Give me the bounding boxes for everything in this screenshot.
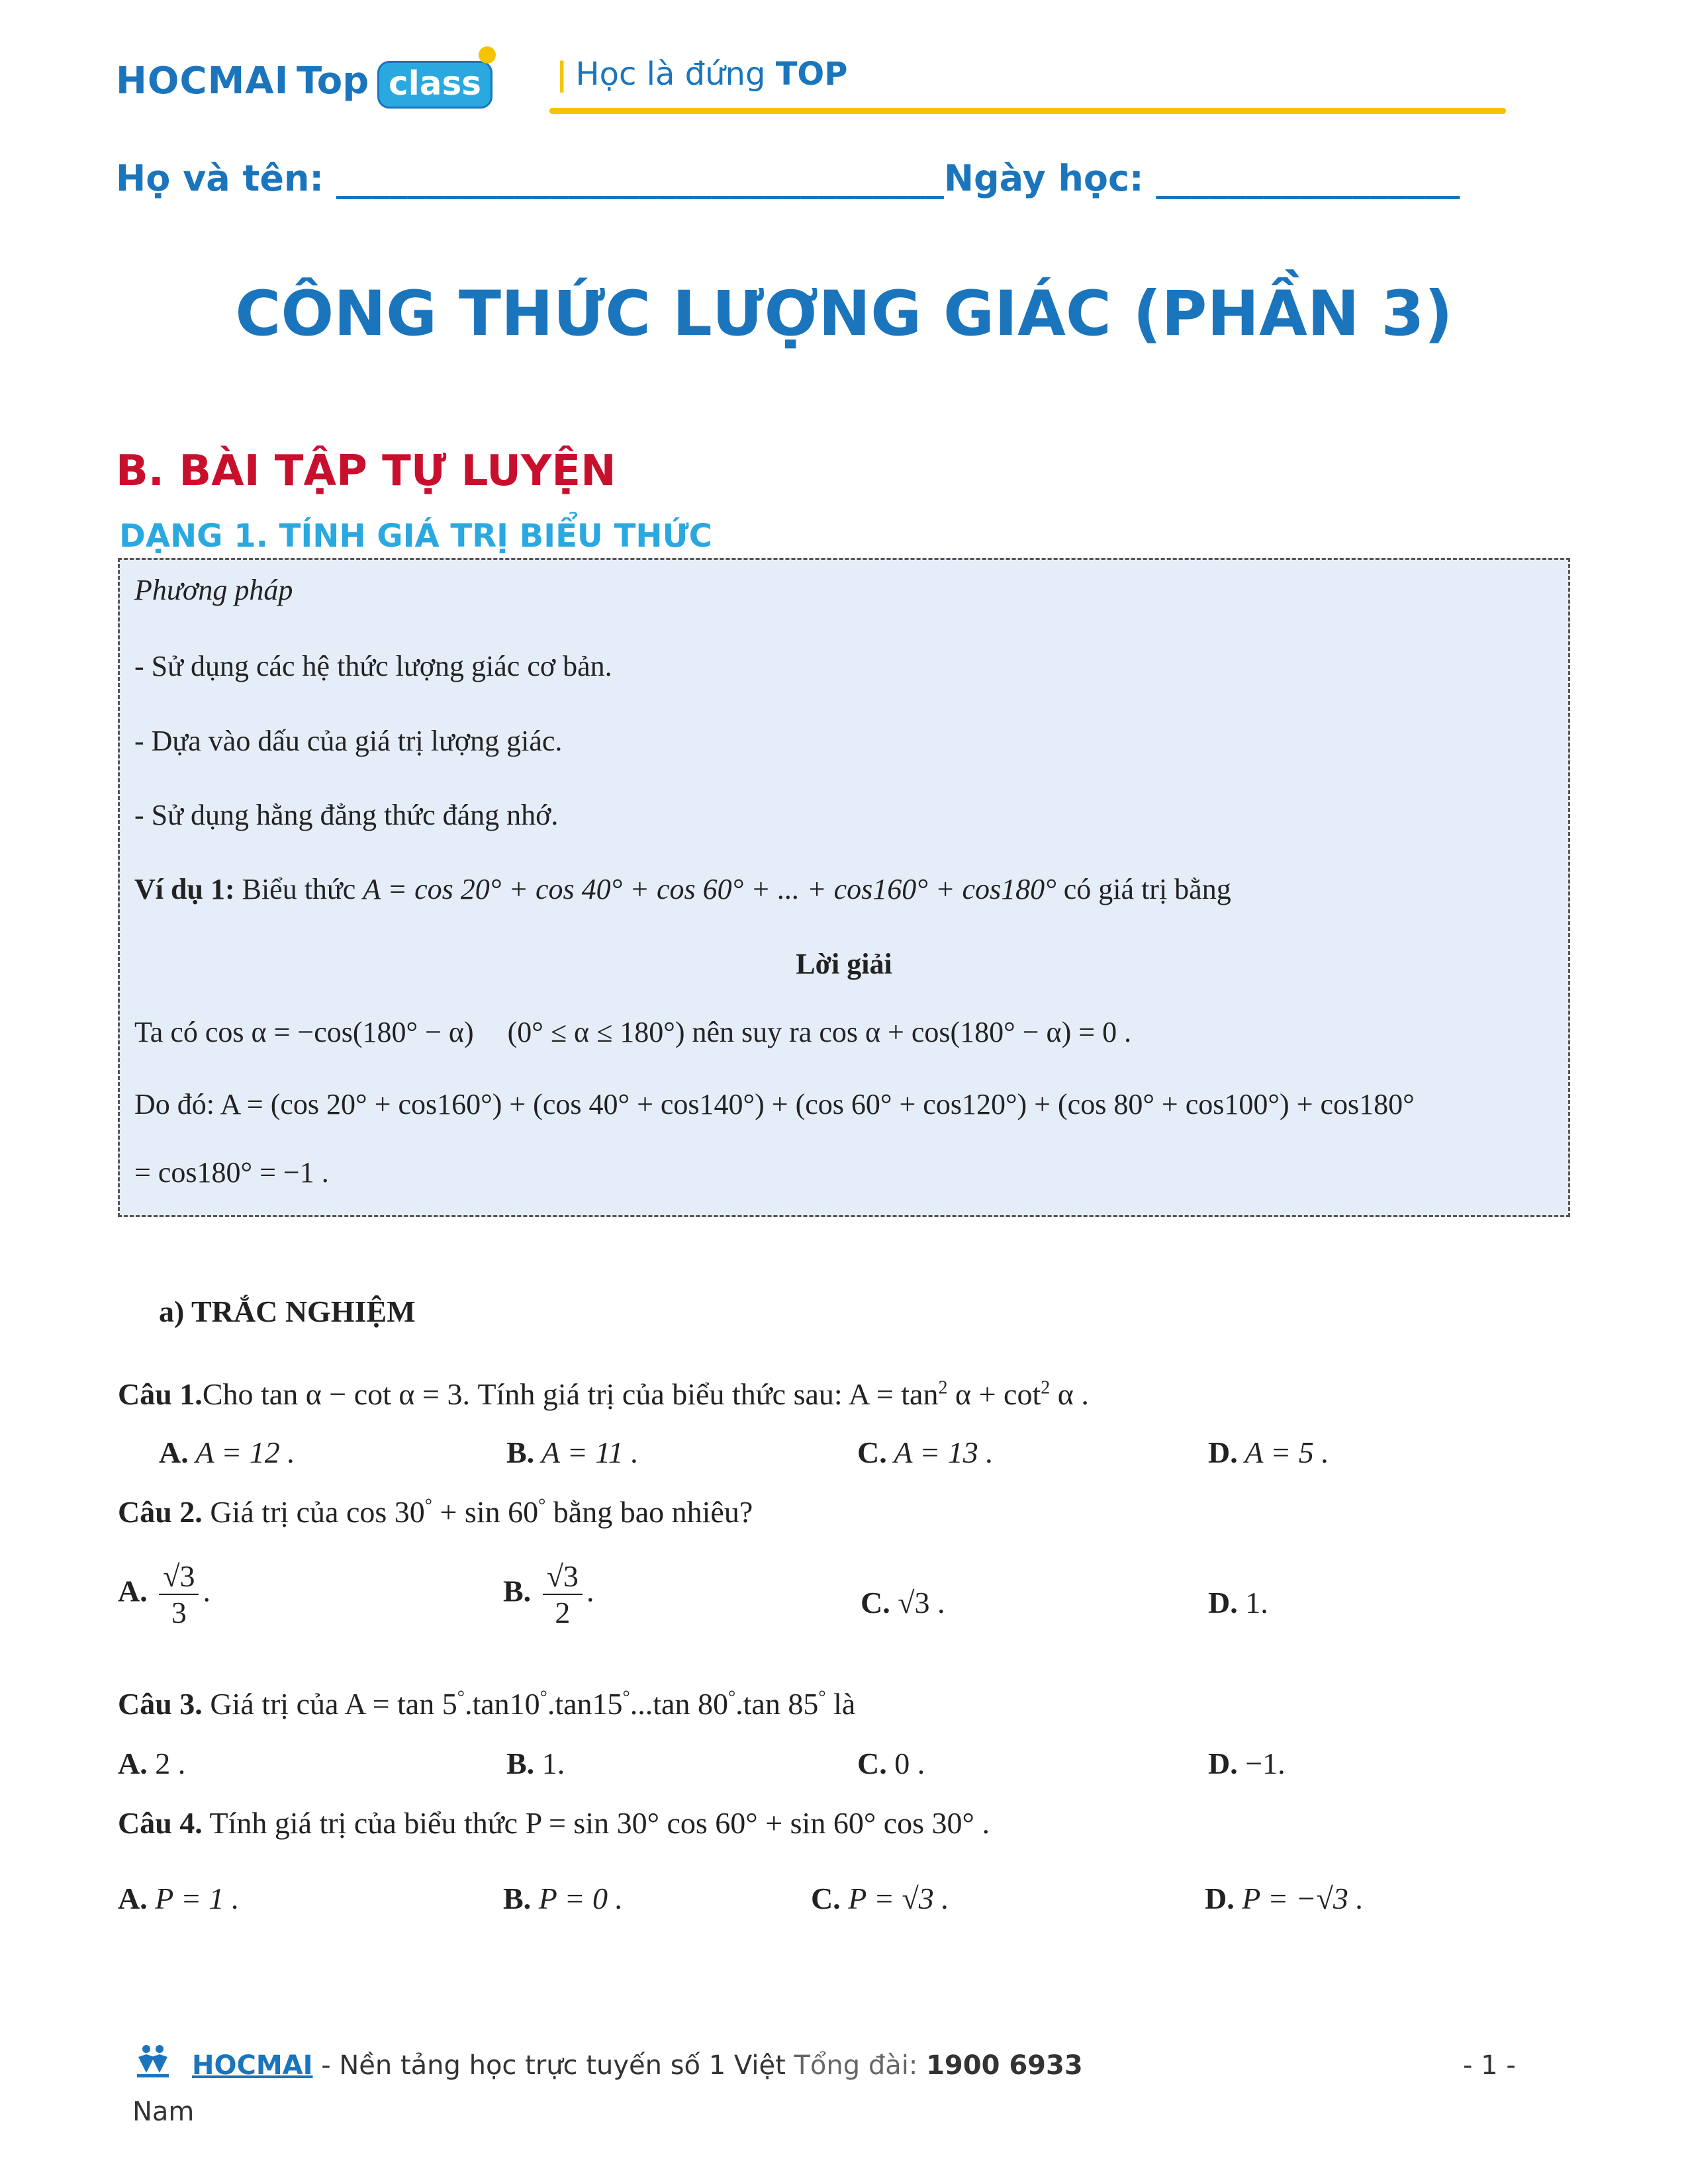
page-title: CÔNG THỨC LƯỢNG GIÁC (PHẦN 3) <box>235 278 1453 350</box>
q2-option-c-letter: C. <box>861 1586 890 1619</box>
example-expression: A = cos 20° + cos 40° + cos 60° + ... + cos160° + cos180° <box>363 873 1056 905</box>
q4-option-c-value: P = √3 . <box>840 1882 949 1915</box>
solution-line-3: = cos180° = −1 . <box>134 1156 329 1189</box>
q1-option-b[interactable] <box>506 1435 639 1470</box>
q2-option-b-fraction <box>543 1559 583 1630</box>
question-3-sup4: ° <box>727 1687 736 1708</box>
footer-hotline: 1900 6933 <box>926 2050 1083 2081</box>
solution-line-1c: nên suy ra cos α + cos(180° − α) = 0 . <box>684 1016 1132 1048</box>
question-3 <box>118 1686 855 1721</box>
q2-option-b-num: √3 <box>543 1559 583 1595</box>
question-1-text-a: Cho tan α − cot α = 3. Tính giá trị của biểu thức sau: A = tan <box>202 1377 939 1411</box>
q4-option-b-value: P = 0 . <box>531 1882 623 1915</box>
section-heading: B. BÀI TẬP TỰ LUYỆN <box>116 447 616 496</box>
q1-option-d-value: A = 5 . <box>1237 1435 1329 1469</box>
question-1-label: Câu 1. <box>118 1377 203 1411</box>
q2-option-a-letter: A. <box>118 1574 148 1608</box>
q2-option-d-letter: D. <box>1208 1586 1238 1619</box>
hocmai-people-icon <box>136 2044 170 2078</box>
q2-option-b-letter: B. <box>503 1574 532 1608</box>
q3-option-b-value: 1. <box>534 1747 565 1780</box>
q3-option-d[interactable] <box>1208 1746 1286 1781</box>
tagline-bar: | <box>556 56 568 93</box>
example-prefix: Biểu thức <box>234 873 363 905</box>
q4-option-a[interactable] <box>118 1881 240 1916</box>
method-item-1: - Sử dụng các hệ thức lượng giác cơ bản. <box>134 650 612 682</box>
question-3-text-a: Giá trị của A = tan 5 <box>202 1687 457 1721</box>
q2-option-c[interactable] <box>861 1585 945 1620</box>
question-3-text-c: .tan15 <box>547 1687 623 1721</box>
q1-option-a-letter: A. <box>159 1435 189 1469</box>
tagline <box>556 56 847 93</box>
tagline-text: Học là đứng <box>575 56 776 93</box>
q4-option-a-value: P = 1 . <box>147 1882 240 1915</box>
q3-option-d-value: −1. <box>1237 1747 1286 1780</box>
footer-brand-link[interactable]: HOCMAI <box>192 2050 313 2081</box>
q4-option-c[interactable] <box>811 1881 949 1916</box>
question-3-sup3: ° <box>622 1687 630 1708</box>
q3-option-c-value: 0 . <box>886 1747 925 1780</box>
q1-option-d[interactable] <box>1208 1435 1329 1470</box>
name-date-row <box>116 158 1460 199</box>
q1-option-a[interactable] <box>159 1435 295 1470</box>
q4-option-b[interactable] <box>503 1881 623 1916</box>
date-label: Ngày học: <box>943 158 1156 199</box>
logo-hocmai: HOCMAI <box>116 60 289 103</box>
question-4-label: Câu 4. <box>118 1806 203 1840</box>
question-2-text-b: + sin 60 <box>432 1495 539 1529</box>
name-blank: __________________________________ <box>336 158 944 199</box>
q3-option-a-value: 2 . <box>147 1747 186 1780</box>
solution-line-2: Do đó: A = (cos 20° + cos160°) + (cos 40° + cos140°) + (cos 60° + cos120°) + (cos 80° + cos100°) + cos180° <box>134 1088 1415 1120</box>
q4-option-d-letter: D. <box>1205 1882 1235 1915</box>
q2-option-c-value: √3 . <box>890 1586 945 1619</box>
question-1-sup2: 2 <box>1041 1377 1051 1398</box>
footer-text <box>192 2050 1083 2081</box>
question-3-text-f: là <box>825 1687 856 1721</box>
q3-option-a-letter: A. <box>118 1747 148 1780</box>
footer-tagline: - Nền tảng học trực tuyến số 1 Việt <box>312 2050 794 2081</box>
q2-option-b-den: 2 <box>555 1596 571 1629</box>
question-1 <box>118 1377 1089 1412</box>
q1-option-b-value: A = 11 . <box>534 1435 639 1469</box>
q2-option-d[interactable] <box>1208 1585 1268 1620</box>
footer-nam: Nam <box>132 2097 195 2127</box>
tagline-strong: TOP <box>775 56 848 93</box>
q2-option-a-fraction <box>159 1559 199 1630</box>
method-title: Phương pháp <box>134 574 293 606</box>
q3-option-c[interactable] <box>857 1746 925 1781</box>
question-1-text-c: α . <box>1050 1377 1089 1411</box>
question-2-label: Câu 2. <box>118 1495 203 1529</box>
q2-option-a-num: √3 <box>159 1559 199 1595</box>
q4-option-d-value: P = −√3 . <box>1234 1882 1364 1915</box>
q4-option-b-letter: B. <box>503 1882 532 1915</box>
method-item-2: - Dựa vào dấu của giá trị lượng giác. <box>134 725 563 757</box>
footer-hotline-label: Tổng đài: <box>794 2050 927 2081</box>
question-3-sup1: ° <box>457 1687 465 1708</box>
solution-line-1 <box>134 1015 1131 1049</box>
question-4 <box>118 1805 990 1841</box>
q4-option-c-letter: C. <box>811 1882 841 1915</box>
q3-option-b-letter: B. <box>506 1747 535 1780</box>
page-number: - 1 - <box>1463 2050 1516 2081</box>
q2-option-a-den: 3 <box>171 1596 187 1629</box>
logo-class-badge: class <box>377 61 492 109</box>
question-2-sup2: ° <box>538 1495 546 1516</box>
solution-title: Lời giải <box>796 948 892 980</box>
solution-line-1a: Ta có cos α = −cos(180° − α) <box>134 1016 474 1048</box>
sun-icon <box>479 46 496 64</box>
logo-top: Top <box>297 60 369 103</box>
question-1-sup1: 2 <box>938 1377 948 1398</box>
question-1-text-b: α + cot <box>947 1377 1041 1411</box>
dang-heading: DẠNG 1. TÍNH GIÁ TRỊ BIỂU THỨC <box>119 518 712 555</box>
q1-option-c-letter: C. <box>857 1435 887 1469</box>
quiz-heading: a) TRẮC NGHIỆM <box>159 1295 416 1328</box>
q3-option-d-letter: D. <box>1208 1747 1238 1780</box>
header-divider <box>549 108 1506 114</box>
question-2-sup1: ° <box>424 1495 432 1516</box>
q4-option-d[interactable] <box>1205 1881 1364 1916</box>
method-box <box>118 558 1570 1217</box>
question-3-text-b: .tan10 <box>464 1687 540 1721</box>
question-2 <box>118 1494 753 1529</box>
question-3-text-d: ...tan 80 <box>630 1687 728 1721</box>
question-2-text-a: Giá trị của cos 30 <box>202 1495 425 1529</box>
solution-line-1b: (0° ≤ α ≤ 180°) <box>507 1016 685 1048</box>
question-3-sup5: ° <box>818 1687 826 1708</box>
q3-option-c-letter: C. <box>857 1747 887 1780</box>
example-label: Ví dụ 1: <box>134 873 235 905</box>
date-blank: _________________ <box>1156 158 1460 199</box>
q1-option-d-letter: D. <box>1208 1435 1238 1469</box>
q4-option-a-letter: A. <box>118 1882 148 1915</box>
question-3-label: Câu 3. <box>118 1687 203 1721</box>
q3-option-a[interactable] <box>118 1746 185 1781</box>
question-4-text: Tính giá trị của biểu thức P = sin 30° cos 60° + sin 60° cos 30° . <box>202 1806 990 1840</box>
name-label: Họ và tên: <box>116 158 336 199</box>
example-line <box>134 872 1231 906</box>
method-item-3: - Sử dụng hằng đẳng thức đáng nhớ. <box>134 799 559 831</box>
q1-option-a-value: A = 12 . <box>188 1435 295 1469</box>
question-2-text-c: bằng bao nhiêu? <box>545 1495 753 1529</box>
q1-option-c-value: A = 13 . <box>886 1435 994 1469</box>
q2-option-b[interactable]: B. $\frac{√3}{2}$ . <box>503 1559 594 1629</box>
q2-option-d-value: 1. <box>1237 1586 1268 1619</box>
example-suffix: có giá trị bằng <box>1056 873 1231 905</box>
question-3-text-e: .tan 85 <box>735 1687 819 1721</box>
q3-option-b[interactable] <box>506 1746 565 1781</box>
q2-option-a[interactable]: A. $\frac{√3}{3}$ . <box>118 1559 211 1629</box>
question-3-sup2: ° <box>539 1687 547 1708</box>
q1-option-c[interactable] <box>857 1435 994 1470</box>
q1-option-b-letter: B. <box>506 1435 535 1469</box>
